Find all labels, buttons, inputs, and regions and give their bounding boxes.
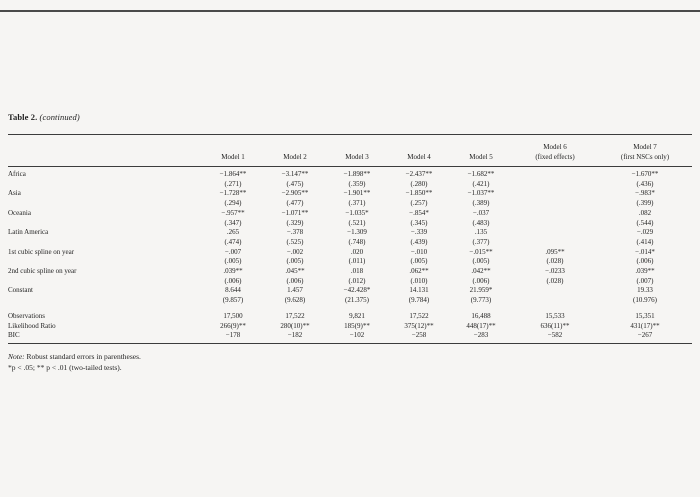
coefficient-cell: .018 [350, 267, 364, 276]
coefficient-cell: −1.682** [467, 170, 495, 178]
row-label-empty [8, 296, 202, 306]
table-row [8, 209, 692, 219]
coefficient-cell: −1.309 [347, 228, 367, 237]
coefficient-cell: −.015** [469, 247, 493, 256]
coefficient-cell: .039** [635, 267, 655, 276]
standard-error-cell: (10.976) [633, 296, 657, 305]
coefficient-cell: .020 [350, 247, 364, 256]
summary-cell: −258 [388, 331, 450, 343]
coefficient-cell: .039** [223, 267, 243, 276]
row-label: Likelihood Ratio [8, 321, 56, 330]
summary-cell: −178 [202, 331, 264, 343]
row-label-empty [8, 199, 202, 209]
standard-error-cell: (.475) [286, 179, 304, 188]
standard-error-cell: (.436) [636, 179, 654, 188]
coefficient-cell: −1.864** [219, 170, 247, 178]
standard-error-cell: (.389) [472, 199, 490, 208]
standard-error-cell [512, 238, 598, 248]
coefficient-cell: .042** [471, 267, 491, 276]
standard-error-cell: (9.773) [470, 296, 492, 305]
row-label: 2nd cubic spline on year [8, 267, 77, 276]
column-header-model-4 [388, 135, 450, 167]
standard-error-cell: (.006) [224, 276, 242, 285]
standard-error-cell: (.271) [224, 179, 242, 188]
standard-error-cell: (.439) [410, 237, 428, 246]
standard-error-cell: (.005) [224, 257, 242, 266]
standard-error-cell: (9.784) [408, 296, 430, 305]
coefficient-cell [512, 189, 598, 199]
standard-error-cell: (.012) [348, 276, 366, 285]
standard-error-cell: (21.375) [345, 296, 369, 305]
row-label-empty [8, 219, 202, 229]
table-row-se [8, 277, 692, 287]
standard-error-cell: (.294) [224, 199, 242, 208]
standard-error-cell: (.005) [286, 257, 304, 266]
column-header-model-2 [264, 135, 326, 167]
column-header-label: Model 3 [345, 152, 369, 161]
coefficient-cell: −.010 [410, 247, 428, 256]
summary-cell: 17,500 [223, 311, 243, 320]
table-row-se [8, 199, 692, 209]
coefficient-cell: .135 [474, 228, 488, 237]
standard-error-cell: (.257) [410, 199, 428, 208]
table-title-continued: (continued) [37, 112, 80, 122]
standard-error-cell: (.345) [410, 218, 428, 227]
standard-error-cell: (.474) [224, 237, 242, 246]
coefficient-cell: −2.437** [405, 170, 433, 178]
table-row-se [8, 219, 692, 229]
coefficient-cell: −1.850** [405, 189, 433, 198]
coefficient-cell: 8.644 [225, 286, 241, 295]
standard-error-cell: (.544) [636, 218, 654, 227]
coefficient-cell: 1.457 [287, 286, 303, 295]
coefficient-cell: −.014* [635, 247, 655, 256]
coefficient-cell: 14.131 [409, 286, 429, 295]
significance-note: *p < .05; ** p < .01 (two-tailed tests). [8, 362, 122, 372]
table-header [8, 135, 692, 167]
row-label: Africa [8, 170, 26, 178]
coefficient-cell: .095** [545, 247, 565, 256]
standard-error-cell: (.280) [410, 179, 428, 188]
coefficient-cell: −3.147** [281, 170, 309, 178]
column-header-model-7 [598, 135, 692, 167]
summary-cell: 16,488 [471, 311, 491, 320]
standard-error-cell: (.421) [472, 179, 490, 188]
coefficient-cell: .082 [638, 208, 652, 217]
standard-error-cell: (9.857) [222, 296, 244, 305]
column-header-model-6 [512, 135, 598, 167]
standard-error-cell: (.399) [636, 199, 654, 208]
coefficient-cell: −.037 [472, 208, 490, 217]
summary-cell: −102 [326, 331, 388, 343]
standard-error-cell [512, 219, 598, 229]
summary-cell: 185(9)** [344, 321, 370, 330]
coefficient-cell: −.378 [286, 228, 304, 237]
summary-cell: 280(10)** [280, 321, 310, 330]
standard-error-cell: (.005) [472, 257, 490, 266]
coefficient-cell: −.029 [636, 228, 654, 237]
coefficient-cell: −1.901** [343, 189, 371, 198]
standard-error-cell: (.329) [286, 218, 304, 227]
row-label-empty [8, 238, 202, 248]
standard-error-cell: (.006) [636, 257, 654, 266]
coefficient-cell: −1.035* [345, 208, 369, 217]
coefficient-cell: −.854* [409, 208, 429, 217]
table-row-summary [8, 322, 692, 332]
coefficient-cell: .062** [409, 267, 429, 276]
note-prefix: Note: [8, 351, 25, 361]
summary-cell: −267 [598, 331, 692, 343]
row-label: Observations [8, 311, 45, 320]
summary-cell: 636(11)** [540, 321, 570, 330]
table-row [8, 228, 692, 238]
coefficient-cell: −42.428* [343, 286, 371, 295]
coefficient-cell: −1.037** [467, 189, 495, 198]
standard-error-cell: (.028) [546, 276, 564, 285]
table-row-se [8, 257, 692, 267]
summary-cell: 15,533 [545, 311, 565, 320]
note-line [8, 351, 692, 362]
row-label-empty [8, 277, 202, 287]
standard-error-cell: (.377) [472, 237, 490, 246]
row-label: Asia [8, 189, 21, 198]
coefficient-cell: −1.670** [631, 170, 659, 178]
coefficient-cell: −.339 [410, 228, 428, 237]
row-label-empty [8, 257, 202, 267]
header-row [8, 135, 692, 167]
coefficient-cell: .045** [285, 267, 305, 276]
table-row [8, 267, 692, 277]
summary-cell: 9,821 [349, 311, 365, 320]
table-row [8, 167, 692, 180]
table-row [8, 286, 692, 296]
column-header-label: Model 1 [221, 152, 245, 161]
standard-error-cell: (.006) [286, 276, 304, 285]
table-row-se [8, 238, 692, 248]
coefficient-cell: 21.959* [469, 286, 493, 295]
column-header-label: Model 6 [543, 143, 567, 151]
summary-cell: −182 [264, 331, 326, 343]
coefficient-cell: −1.898** [343, 170, 371, 178]
table-row-se [8, 180, 692, 190]
standard-error-cell [512, 180, 598, 190]
coefficient-cell: −2.905** [281, 189, 309, 198]
coefficient-cell [512, 228, 598, 238]
row-label: Latin America [8, 228, 49, 237]
coefficient-cell: −.0233 [545, 267, 565, 276]
column-header-subtitle: (first NSCs only) [620, 152, 670, 161]
coefficient-cell: −.983* [635, 189, 655, 198]
summary-cell: 431(17)** [630, 321, 660, 330]
standard-error-cell: (.477) [286, 199, 304, 208]
table-body [8, 167, 692, 344]
standard-error-cell: (.414) [636, 237, 654, 246]
summary-cell: 375(12)** [404, 321, 434, 330]
coefficient-cell [512, 286, 598, 296]
summary-cell: 448(17)** [466, 321, 496, 330]
column-header-label: Model 2 [283, 152, 307, 161]
coefficient-cell: −1.728** [219, 189, 247, 198]
row-label: BIC [8, 331, 202, 343]
coefficient-cell [512, 209, 598, 219]
standard-error-cell: (.028) [546, 257, 564, 266]
row-label-empty [8, 180, 202, 190]
row-label: Constant [8, 286, 33, 295]
standard-error-cell: (9.628) [284, 296, 306, 305]
column-header-label: Model 5 [469, 152, 493, 161]
coefficient-cell: 19.33 [637, 286, 653, 295]
standard-error-cell: (.005) [410, 257, 428, 266]
column-header-label: Model 7 [633, 143, 657, 151]
standard-error-cell: (.748) [348, 237, 366, 246]
standard-error-cell: (.521) [348, 218, 366, 227]
summary-cell: 17,522 [285, 311, 305, 320]
summary-cell: 15,351 [635, 311, 655, 320]
table-notes [8, 351, 692, 373]
coefficient-cell: −1.071** [281, 208, 309, 217]
standard-error-cell [512, 296, 598, 306]
column-header-model-5 [450, 135, 512, 167]
coefficient-cell: .265 [226, 228, 240, 237]
table-row-summary [8, 306, 692, 322]
table-row [8, 189, 692, 199]
standard-error-cell: (.525) [286, 237, 304, 246]
table-title [8, 112, 692, 122]
summary-cell: −283 [450, 331, 512, 343]
note-text: Robust standard errors in parentheses. [24, 351, 141, 361]
standard-error-cell: (.007) [636, 276, 654, 285]
standard-error-cell: (.359) [348, 179, 366, 188]
standard-error-cell: (.371) [348, 199, 366, 208]
column-header-subtitle: (fixed effects) [535, 152, 575, 161]
table-row-summary [8, 331, 692, 343]
table-row [8, 248, 692, 258]
page-content [8, 0, 692, 373]
table-row-se [8, 296, 692, 306]
column-header-label: Model 4 [407, 152, 431, 161]
standard-error-cell: (.347) [224, 218, 242, 227]
column-header-model-1 [202, 135, 264, 167]
regression-results-table [8, 134, 692, 344]
coefficient-cell: −.957** [221, 208, 245, 217]
standard-error-cell: (.010) [410, 276, 428, 285]
header-empty-cell [8, 135, 202, 167]
coefficient-cell [512, 167, 598, 180]
column-header-model-3 [326, 135, 388, 167]
summary-cell: 266(9)** [220, 321, 246, 330]
coefficient-cell: −.002 [286, 247, 304, 256]
standard-error-cell [512, 199, 598, 209]
table-title-number: Table 2. [8, 112, 38, 122]
standard-error-cell: (.006) [472, 276, 490, 285]
standard-error-cell: (.011) [348, 257, 366, 266]
coefficient-cell: −.007 [224, 247, 242, 256]
row-label: Oceania [8, 208, 31, 217]
standard-error-cell: (.483) [472, 218, 490, 227]
summary-cell: 17,522 [409, 311, 429, 320]
row-label: 1st cubic spline on year [8, 247, 75, 256]
summary-cell: −582 [512, 331, 598, 343]
